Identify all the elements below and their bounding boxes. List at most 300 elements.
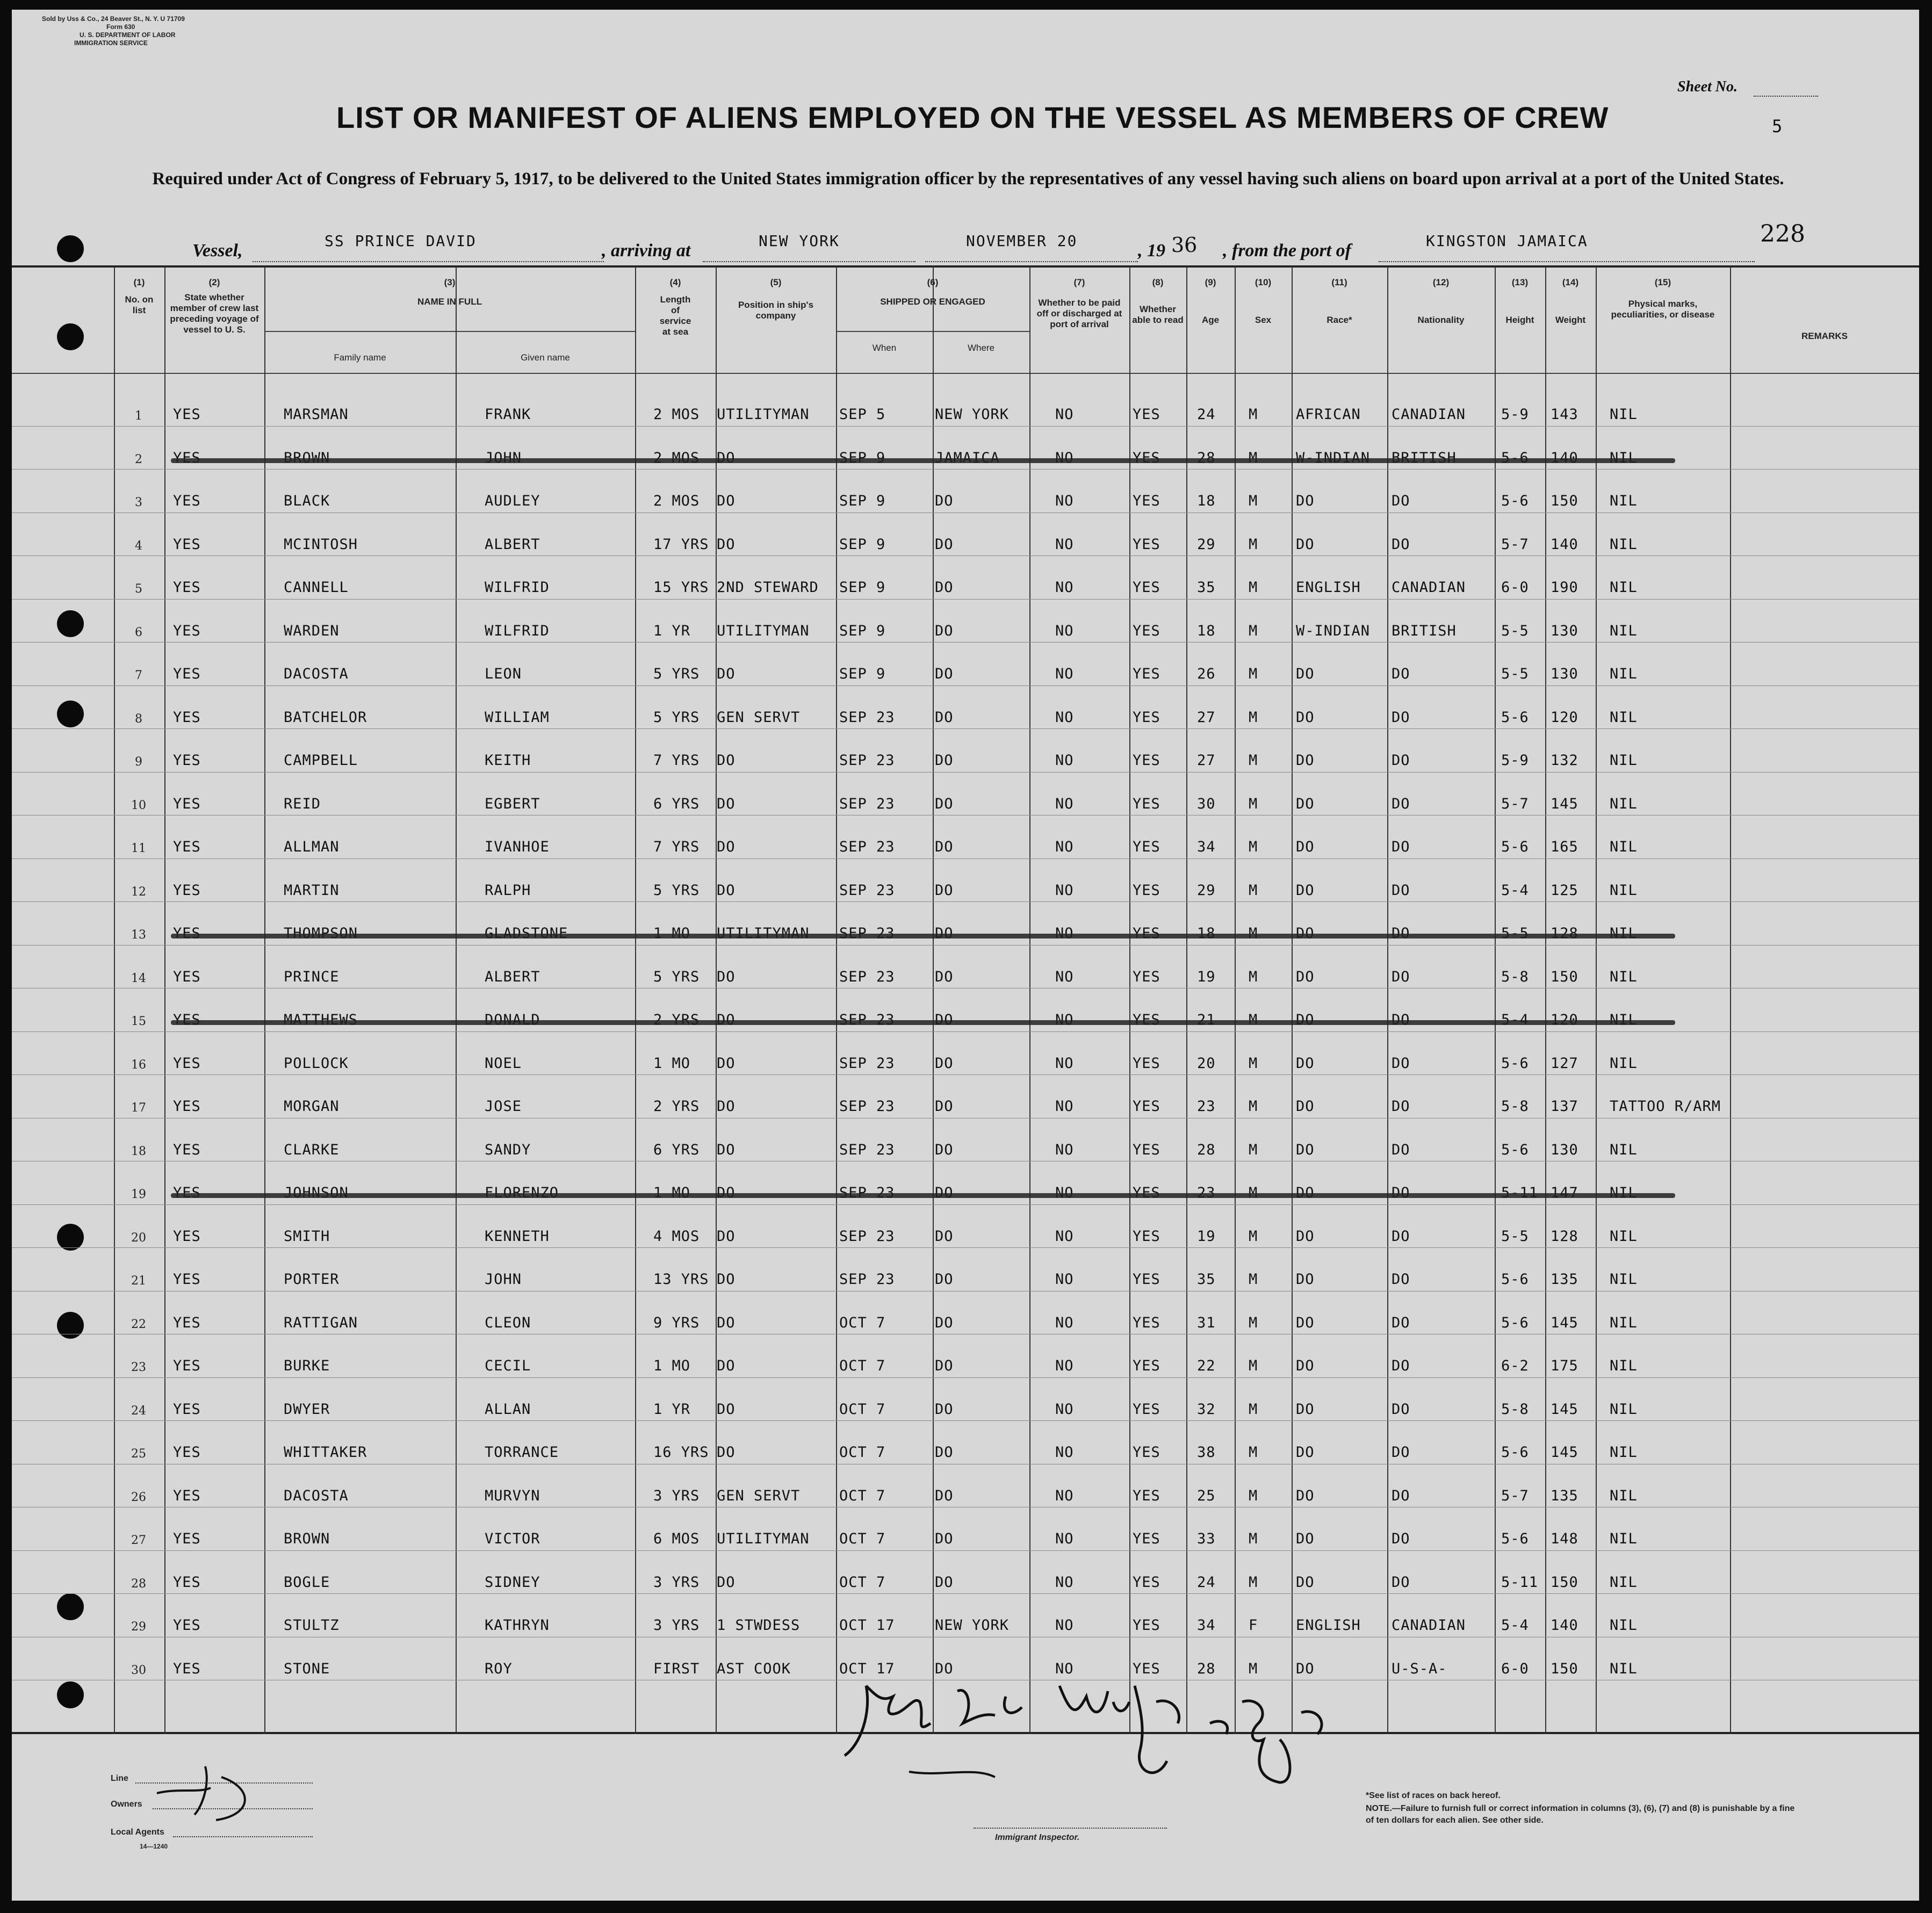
cell-age: 18 (1197, 622, 1216, 639)
cell-sex: M (1249, 839, 1258, 855)
cell-given: KATHRYN (485, 1617, 550, 1634)
row-rule (12, 426, 1919, 427)
cell-when: SEP 23 (839, 839, 895, 855)
cell-read: YES (1133, 882, 1160, 899)
cell-paid: NO (1055, 1314, 1074, 1331)
cell-paid: NO (1055, 1617, 1074, 1634)
cell-position: DO (717, 493, 736, 509)
col13-num: (13) (1511, 277, 1529, 287)
cell-given: KEITH (485, 752, 531, 769)
cell-sex: M (1249, 1401, 1258, 1418)
cell-height: 5-6 (1501, 1444, 1529, 1461)
cell-given: JOSE (485, 1098, 522, 1115)
cell-marks: NIL (1610, 1444, 1638, 1461)
row-number: 12 (131, 885, 146, 899)
cell-read: YES (1133, 1573, 1160, 1591)
cell-race: DO (1296, 882, 1315, 899)
column-rule (114, 266, 115, 1733)
column-rule (1292, 266, 1293, 1733)
cell-height: 5-8 (1501, 1401, 1529, 1418)
cell-prev: YES (173, 1573, 201, 1591)
cell-service: 5 YRS (653, 968, 700, 985)
column-rule (836, 266, 837, 1733)
cell-nationality: DO (1392, 795, 1410, 812)
punch-hole (57, 235, 84, 262)
cell-prev: YES (173, 1444, 201, 1461)
cell-paid: NO (1055, 1573, 1074, 1591)
row-number: 24 (131, 1404, 146, 1418)
cell-family: BROWN (284, 1531, 330, 1547)
col12-header (1387, 277, 1495, 326)
document-subtitle: Required under Act of Congress of February 5, 1917, to be delivered to the United States immigration officer by the representatives of any vessel having such aliens on board upon arrival at a port of the United States. (152, 169, 1784, 189)
printer-line-4: IMMIGRATION SERVICE (74, 39, 148, 47)
cell-weight: 120 (1551, 709, 1578, 726)
cell-prev: YES (173, 1271, 201, 1288)
header-bottom-border (12, 373, 1919, 374)
cell-marks: NIL (1610, 709, 1638, 726)
column-rule (264, 266, 265, 1733)
arrival-port: NEW YORK (759, 232, 840, 250)
printer-line-1: Sold by Uss & Co., 24 Beaver St., N. Y. U 71709 (42, 15, 185, 23)
cell-position: UTILITYMAN (717, 1531, 810, 1547)
cell-read: YES (1133, 536, 1160, 553)
cell-weight: 135 (1551, 1271, 1578, 1288)
row-number: 30 (131, 1663, 146, 1677)
cell-nationality: U-S-A- (1392, 1660, 1447, 1677)
col14-header (1545, 277, 1596, 326)
table-top-border (12, 265, 1919, 268)
cell-where: DO (935, 1487, 954, 1504)
cell-given: IVANHOE (485, 839, 550, 855)
row-number: 14 (131, 971, 146, 985)
cell-when: OCT 7 (839, 1314, 886, 1331)
col8-num: (8) (1152, 277, 1164, 287)
cell-weight: 143 (1551, 406, 1578, 423)
row-rule (12, 1420, 1919, 1421)
cell-where: NEW YORK (935, 406, 1010, 423)
cell-nationality: DO (1392, 1573, 1410, 1591)
col14-label: Weight (1555, 315, 1586, 325)
cell-where: DO (935, 1401, 954, 1418)
cell-nationality: DO (1392, 1098, 1410, 1115)
cell-weight: 145 (1551, 1444, 1578, 1461)
from-port-label: , from the port of (1223, 241, 1351, 261)
cell-prev: YES (173, 1141, 201, 1158)
cell-service: 2 MOS (653, 493, 700, 509)
remarks-header: REMARKS (1801, 331, 1848, 341)
col4-label: Length of service at sea (659, 294, 691, 337)
cell-service: 5 YRS (653, 882, 700, 899)
cell-weight: 140 (1551, 536, 1578, 553)
punch-hole (57, 701, 84, 727)
cell-position: DO (717, 839, 736, 855)
cell-position: UTILITYMAN (717, 406, 810, 423)
column-rule (1495, 266, 1496, 1733)
inspector-label: Immigrant Inspector. (995, 1833, 1080, 1842)
cell-marks: NIL (1610, 1531, 1638, 1547)
cell-family: WHITTAKER (284, 1444, 367, 1461)
col8-header (1129, 277, 1186, 326)
cell-race: DO (1296, 1271, 1315, 1288)
col10-header (1235, 277, 1292, 326)
row-rule (12, 1204, 1919, 1205)
cell-when: OCT 7 (839, 1401, 886, 1418)
cell-marks: NIL (1610, 536, 1638, 553)
cell-read: YES (1133, 1617, 1160, 1634)
cell-when: OCT 7 (839, 1531, 886, 1547)
races-note: *See list of races on back hereof. (1366, 1791, 1501, 1800)
cell-sex: M (1249, 1228, 1258, 1245)
row-rule (12, 599, 1919, 600)
cell-marks: NIL (1610, 622, 1638, 639)
cell-age: 23 (1197, 1098, 1216, 1115)
vessel-line (253, 261, 604, 262)
column-rule (1235, 266, 1236, 1733)
cell-when: SEP 23 (839, 882, 895, 899)
row-rule (12, 1074, 1919, 1075)
from-port-line (1379, 261, 1755, 262)
cell-where: DO (935, 709, 954, 726)
footer-form-code: 14—1240 (140, 1843, 168, 1850)
cell-given: EGBERT (485, 795, 540, 812)
cell-race: W-INDIAN (1296, 622, 1371, 639)
cell-service: 6 MOS (653, 1531, 700, 1547)
cell-service: 1 YR (653, 1401, 691, 1418)
cell-position: DO (717, 1271, 736, 1288)
cell-when: SEP 23 (839, 1271, 895, 1288)
col5-num: (5) (770, 277, 782, 287)
col2-header (164, 277, 264, 335)
cell-when: SEP 9 (839, 493, 886, 509)
cell-sex: M (1249, 752, 1258, 769)
cell-height: 5-7 (1501, 1487, 1529, 1504)
cell-where: DO (935, 882, 954, 899)
cell-sex: M (1249, 795, 1258, 812)
cell-race: DO (1296, 1573, 1315, 1591)
cell-weight: 150 (1551, 1660, 1578, 1677)
owners-initial-mark (146, 1756, 264, 1825)
col11-header (1292, 277, 1387, 326)
cell-marks: NIL (1610, 968, 1638, 985)
cell-paid: NO (1055, 1531, 1074, 1547)
cell-family: CAMPBELL (284, 752, 358, 769)
cell-sex: F (1249, 1617, 1258, 1634)
cell-nationality: DO (1392, 1487, 1410, 1504)
cell-when: SEP 23 (839, 752, 895, 769)
cell-height: 5-4 (1501, 882, 1529, 899)
cell-position: DO (717, 1055, 736, 1072)
cell-family: DACOSTA (284, 1487, 349, 1504)
col1-header (114, 277, 164, 316)
cell-age: 24 (1197, 406, 1216, 423)
row-rule (12, 728, 1919, 729)
cell-family: REID (284, 795, 321, 812)
cell-sex: M (1249, 1444, 1258, 1461)
document-title: LIST OR MANIFEST OF ALIENS EMPLOYED ON THE VESSEL AS MEMBERS OF CREW (336, 100, 1609, 134)
col4-header (635, 277, 716, 337)
printer-imprint (42, 15, 185, 47)
cell-prev: YES (173, 968, 201, 985)
cell-height: 5-6 (1501, 1055, 1529, 1072)
cell-nationality: DO (1392, 1531, 1410, 1547)
cell-prev: YES (173, 536, 201, 553)
punch-hole (57, 1681, 84, 1708)
col5-label: Position in ship's company (738, 300, 814, 321)
col10-num: (10) (1255, 277, 1272, 287)
cell-height: 5-5 (1501, 1228, 1529, 1245)
cell-position: AST COOK (717, 1660, 791, 1677)
cell-family: CANNELL (284, 579, 349, 596)
cell-weight: 130 (1551, 666, 1578, 682)
cell-sex: M (1249, 536, 1258, 553)
cell-family: STONE (284, 1660, 330, 1677)
cell-paid: NO (1055, 1660, 1074, 1677)
punch-hole (57, 1312, 84, 1339)
row-rule (12, 1247, 1919, 1248)
cell-read: YES (1133, 1444, 1160, 1461)
cell-height: 5-4 (1501, 1617, 1529, 1634)
cell-service: 6 YRS (653, 1141, 700, 1158)
col8-label: Whether able to read (1132, 304, 1184, 325)
row-number: 15 (131, 1015, 146, 1028)
cell-family: BURKE (284, 1358, 330, 1374)
cell-when: SEP 23 (839, 795, 895, 812)
col3-label: NAME IN FULL (417, 297, 482, 307)
cell-nationality: DO (1392, 752, 1410, 769)
row-number: 10 (131, 798, 146, 812)
cell-weight: 145 (1551, 1314, 1578, 1331)
cell-when: OCT 17 (839, 1617, 895, 1634)
cell-position: DO (717, 666, 736, 682)
cell-service: 17 YRS (653, 536, 709, 553)
cell-race: DO (1296, 1358, 1315, 1374)
cell-where: NEW YORK (935, 1617, 1010, 1634)
cell-given: SIDNEY (485, 1573, 540, 1591)
cell-read: YES (1133, 666, 1160, 682)
cell-given: SANDY (485, 1141, 531, 1158)
cell-height: 5-7 (1501, 795, 1529, 812)
penalty-note: NOTE.—Failure to furnish full or correct information in columns (3), (6), (7) and (8) is punishable by a fine of ten dollars for each alien. See other side. (1366, 1804, 1795, 1825)
col11-num: (11) (1331, 277, 1347, 287)
cell-height: 5-6 (1501, 1314, 1529, 1331)
cell-nationality: DO (1392, 666, 1410, 682)
cell-given: FRANK (485, 406, 531, 423)
cell-height: 5-8 (1501, 968, 1529, 985)
cell-where: DO (935, 1444, 954, 1461)
cell-read: YES (1133, 622, 1160, 639)
row-rule (12, 1550, 1919, 1551)
cell-nationality: DO (1392, 1271, 1410, 1288)
cell-given: TORRANCE (485, 1444, 559, 1461)
cell-race: DO (1296, 1055, 1315, 1072)
cell-position: DO (717, 1141, 736, 1158)
col7-header (1029, 277, 1129, 330)
cell-weight: 125 (1551, 882, 1578, 899)
cell-given: NOEL (485, 1055, 522, 1072)
cell-sex: M (1249, 1055, 1258, 1072)
cell-nationality: DO (1392, 1228, 1410, 1245)
cell-race: DO (1296, 1098, 1315, 1115)
row-rule (12, 858, 1919, 859)
cell-marks: NIL (1610, 839, 1638, 855)
cell-when: SEP 23 (839, 968, 895, 985)
cell-family: STULTZ (284, 1617, 340, 1634)
cell-height: 5-9 (1501, 406, 1529, 423)
cell-where: DO (935, 579, 954, 596)
cell-family: MARSMAN (284, 406, 349, 423)
row-number: 3 (135, 496, 142, 509)
cell-race: DO (1296, 1531, 1315, 1547)
col10-label: Sex (1255, 315, 1272, 325)
cell-service: 1 MO (653, 1055, 691, 1072)
cell-given: ROY (485, 1660, 513, 1677)
cell-when: OCT 17 (839, 1660, 895, 1677)
col6-label: SHIPPED OR ENGAGED (880, 297, 985, 307)
cell-paid: NO (1055, 752, 1074, 769)
cell-nationality: DO (1392, 839, 1410, 855)
cell-nationality: DO (1392, 968, 1410, 985)
cell-family: MORGAN (284, 1098, 340, 1115)
cell-when: OCT 7 (839, 1487, 886, 1504)
col12-label: Nationality (1417, 315, 1465, 325)
cell-weight: 127 (1551, 1055, 1578, 1072)
arrival-date: NOVEMBER 20 (966, 232, 1078, 250)
cell-prev: YES (173, 709, 201, 726)
col7-num: (7) (1073, 277, 1085, 287)
col2-label: State whether member of crew last preceding voyage of vessel to U. S. (170, 292, 259, 335)
cell-read: YES (1133, 1228, 1160, 1245)
cell-position: DO (717, 1098, 736, 1115)
cell-age: 32 (1197, 1401, 1216, 1418)
cell-age: 38 (1197, 1444, 1216, 1461)
cell-age: 34 (1197, 1617, 1216, 1634)
cell-given: WILFRID (485, 579, 550, 596)
row-number: 25 (131, 1447, 146, 1461)
cell-when: SEP 23 (839, 1098, 895, 1115)
cell-given: WILLIAM (485, 709, 550, 726)
cell-where: DO (935, 795, 954, 812)
row-number: 28 (131, 1577, 146, 1591)
cell-where: DO (935, 1573, 954, 1591)
cell-position: 2ND STEWARD (717, 579, 819, 596)
cell-race: DO (1296, 1444, 1315, 1461)
cell-sex: M (1249, 1487, 1258, 1504)
cell-weight: 145 (1551, 795, 1578, 812)
cell-height: 5-6 (1501, 493, 1529, 509)
cell-sex: M (1249, 882, 1258, 899)
cell-marks: NIL (1610, 579, 1638, 596)
col14-num: (14) (1562, 277, 1579, 287)
cell-paid: NO (1055, 493, 1074, 509)
cell-height: 5-5 (1501, 666, 1529, 682)
cell-where: DO (935, 752, 954, 769)
cell-paid: NO (1055, 1055, 1074, 1072)
cell-prev: YES (173, 622, 201, 639)
cell-marks: NIL (1610, 1401, 1638, 1418)
row-number: 11 (131, 842, 146, 855)
row-number: 7 (135, 669, 142, 682)
cell-read: YES (1133, 1358, 1160, 1374)
cell-sex: M (1249, 1141, 1258, 1158)
cell-given: CECIL (485, 1358, 531, 1374)
cell-sex: M (1249, 622, 1258, 639)
cell-age: 27 (1197, 709, 1216, 726)
cell-position: UTILITYMAN (717, 622, 810, 639)
cell-where: DO (935, 1055, 954, 1072)
cell-marks: NIL (1610, 882, 1638, 899)
punch-hole (57, 1224, 84, 1251)
cell-age: 35 (1197, 579, 1216, 596)
col3-num: (3) (444, 277, 456, 287)
cell-where: DO (935, 839, 954, 855)
cell-position: DO (717, 1573, 736, 1591)
cell-paid: NO (1055, 709, 1074, 726)
cell-service: 1 YR (653, 622, 691, 639)
cell-age: 31 (1197, 1314, 1216, 1331)
col9-num: (9) (1205, 277, 1216, 287)
cell-service: 6 YRS (653, 795, 700, 812)
cell-height: 5-11 (1501, 1573, 1539, 1591)
cell-family: DWYER (284, 1401, 330, 1418)
cell-marks: NIL (1610, 1314, 1638, 1331)
sheet-no-value: 5 (1772, 116, 1784, 136)
cell-given: LEON (485, 666, 522, 682)
cell-given: RALPH (485, 882, 531, 899)
printer-line-3: U. S. DEPARTMENT OF LABOR (80, 31, 176, 39)
cell-marks: NIL (1610, 1660, 1638, 1677)
cell-prev: YES (173, 1617, 201, 1634)
cell-marks: NIL (1610, 752, 1638, 769)
cell-prev: YES (173, 493, 201, 509)
cell-marks: NIL (1610, 1617, 1638, 1634)
cell-weight: 132 (1551, 752, 1578, 769)
cell-sex: M (1249, 493, 1258, 509)
cell-age: 30 (1197, 795, 1216, 812)
cell-position: GEN SERVT (717, 709, 801, 726)
column-rule (164, 266, 165, 1733)
row-number: 20 (131, 1231, 146, 1245)
vessel-label: Vessel, (192, 241, 243, 261)
cell-prev: YES (173, 666, 201, 682)
date-line (925, 261, 1138, 262)
cell-weight: 150 (1551, 1573, 1578, 1591)
col6-num: (6) (927, 277, 939, 287)
cell-height: 5-6 (1501, 1271, 1529, 1288)
col15-header (1596, 277, 1730, 320)
cell-position: DO (717, 882, 736, 899)
cell-position: DO (717, 536, 736, 553)
cell-age: 28 (1197, 1141, 1216, 1158)
cell-where: DO (935, 1228, 954, 1245)
cell-when: OCT 7 (839, 1573, 886, 1591)
col1-num: (1) (133, 277, 145, 287)
cell-race: ENGLISH (1296, 579, 1361, 596)
cell-marks: NIL (1610, 666, 1638, 682)
cell-service: 7 YRS (653, 752, 700, 769)
row-rule (12, 555, 1919, 556)
cell-when: SEP 23 (839, 709, 895, 726)
col15-label: Physical marks, peculiarities, or disease (1611, 299, 1715, 320)
strike-through-line (171, 1193, 1675, 1198)
row-number: 5 (135, 582, 142, 596)
name-subheader-line (264, 331, 635, 332)
strike-through-line (171, 1020, 1675, 1025)
cell-paid: NO (1055, 839, 1074, 855)
from-port: KINGSTON JAMAICA (1426, 232, 1588, 250)
cell-marks: NIL (1610, 1358, 1638, 1374)
cell-race: DO (1296, 1141, 1315, 1158)
footer-agents-label: Local Agents (111, 1828, 164, 1837)
